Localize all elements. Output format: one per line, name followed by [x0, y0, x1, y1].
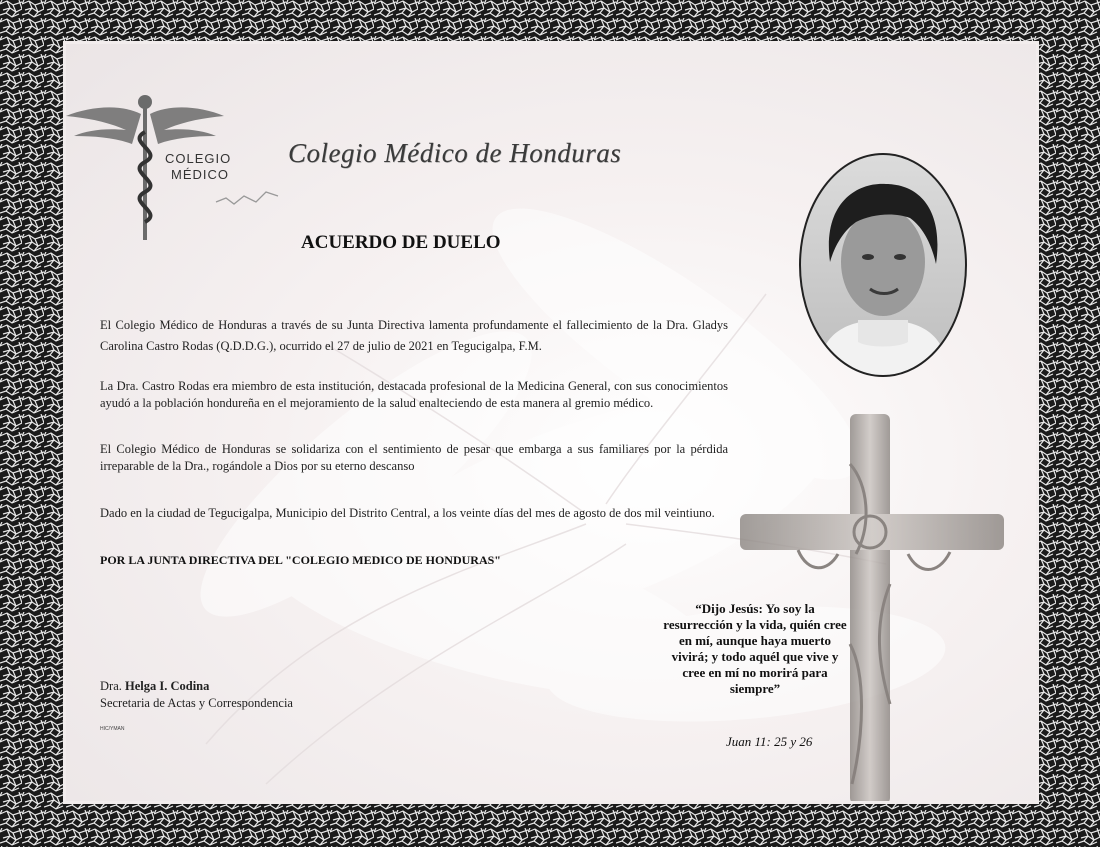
page-title: ACUERDO DE DUELO — [301, 232, 501, 253]
logo-line-1: COLEGIO — [165, 151, 232, 166]
signature-role: Secretaria de Actas y Correspondencia — [100, 696, 293, 710]
signature-block — [100, 678, 293, 712]
signature-initials: HIC/YMAN — [100, 726, 125, 732]
signature-prefix: Dra. — [100, 679, 125, 693]
portrait-photo — [798, 152, 968, 378]
signature-name: Helga I. Codina — [125, 679, 210, 693]
signature-name-line — [100, 678, 293, 695]
paragraph-1: El Colegio Médico de Honduras a través de su Junta Directiva lamenta profundamente el fallecimiento de la Dra. Gladys Carolina Castro Rodas (Q.D.D.G.), ocurrido el 27 de julio de 2021 en Tegucigalpa, F.M. — [100, 318, 728, 353]
paragraph-3: El Colegio Médico de Honduras se solidariza con el sentimiento de pesar que embarga a sus familiares por la pérdida irreparable de la Dra., rogándole a Dios por su eterno descanso — [100, 442, 728, 473]
quote-reference: Juan 11: 25 y 26 — [726, 734, 813, 749]
paragraph-2: La Dra. Castro Rodas era miembro de esta institución, destacada profesional de la Medicina General, con sus conocimientos ayudó a la población hondureña en el mejoramiento de la salud enalteciendo de esta manera al gremio médico. — [100, 379, 728, 410]
paragraph-4: Dado en la ciudad de Tegucigalpa, Municipio del Distrito Central, a los veinte días del mes de agosto de dos mil veintiuno. — [100, 506, 715, 520]
condolence-card — [66, 44, 1036, 801]
org-title: Colegio Médico de Honduras — [288, 138, 622, 168]
board-statement: POR LA JUNTA DIRECTIVA DEL "COLEGIO MEDICO DE HONDURAS" — [100, 553, 501, 567]
logo-line-2: MÉDICO — [171, 167, 229, 182]
bible-quote: “Dijo Jesús: Yo soy la resurrección y la vida, quién cree en mí, aunque haya muerto vivirá; y todo aquél que vive y cree en mí no morirá para siempre” — [663, 601, 847, 696]
logo-text — [165, 151, 231, 183]
